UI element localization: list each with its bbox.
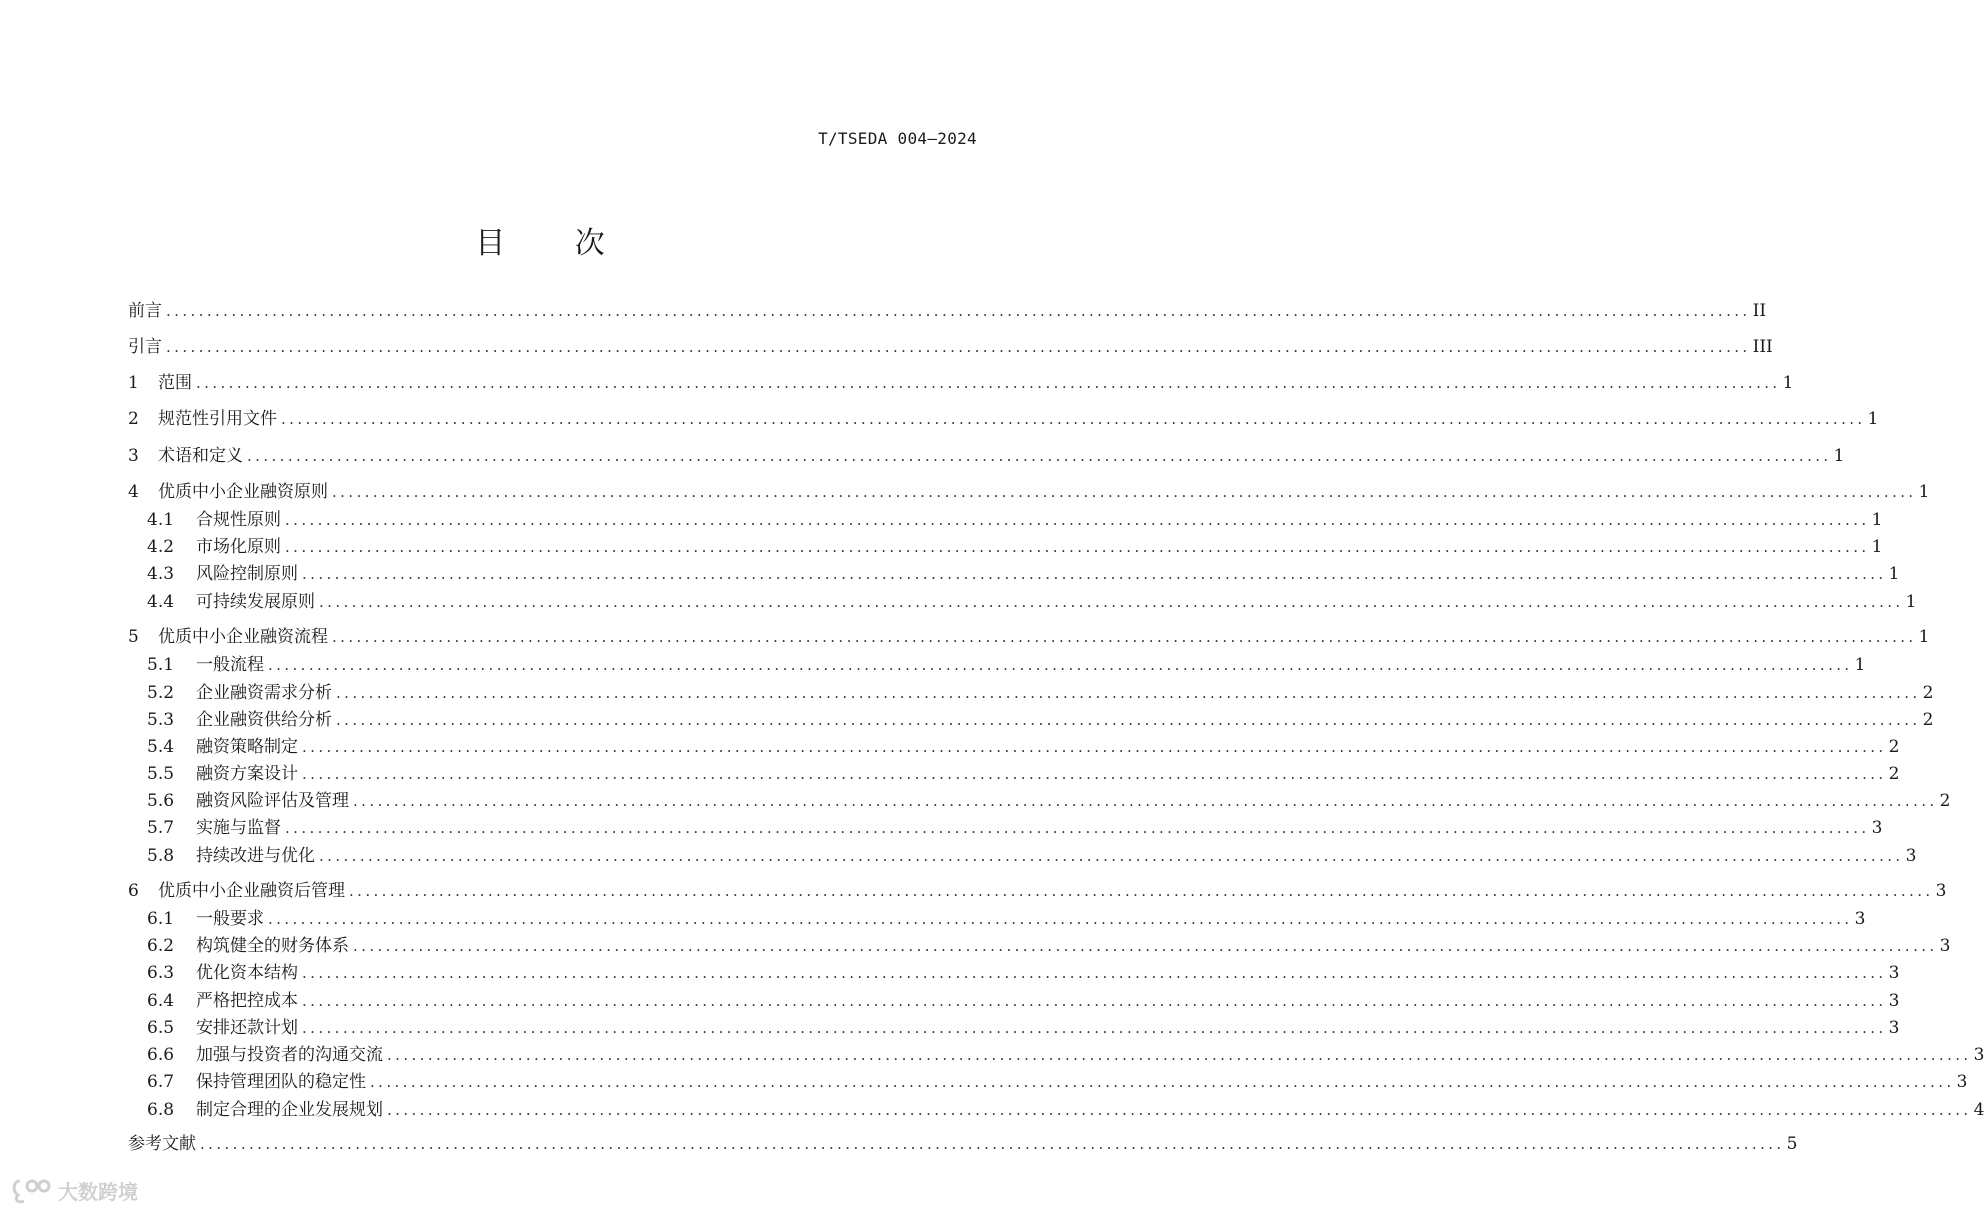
toc-entry-page: 1: [1871, 537, 1883, 557]
toc-dot-leader: ..................................................................................................................................................................................................: [268, 656, 1853, 674]
toc-entry-page: 1: [1918, 627, 1930, 647]
toc-dot-leader: ..................................................................................................................................................................................................: [336, 684, 1921, 702]
toc-entry[interactable]: [147, 1015, 1900, 1041]
toc-entry-label: 安排还款计划: [196, 1018, 298, 1038]
watermark-text: 大数跨境: [58, 1180, 138, 1204]
toc-dot-leader: ..................................................................................................................................................................................................: [285, 511, 1870, 529]
toc-entry[interactable]: [147, 933, 1951, 959]
toc-entry[interactable]: [147, 589, 1917, 615]
toc-entry[interactable]: [147, 534, 1883, 560]
toc-entry[interactable]: [128, 334, 1773, 360]
toc-entry-number: 5.7: [147, 818, 175, 838]
toc-entry[interactable]: [147, 1097, 1984, 1123]
toc-dot-leader: ..................................................................................................................................................................................................: [166, 338, 1751, 356]
toc-entry[interactable]: [128, 624, 1930, 650]
toc-entry-label: 融资方案设计: [196, 764, 298, 784]
toc-entry-page: 1: [1918, 482, 1930, 502]
toc-entry-label: 制定合理的企业发展规划: [196, 1100, 383, 1120]
toc-dot-leader: ..................................................................................................................................................................................................: [302, 1019, 1887, 1037]
document-code: T/TSEDA 004—2024: [818, 129, 977, 148]
toc-entry-label: 构筑健全的财务体系: [196, 936, 349, 956]
toc-entry-label: 优质中小企业融资原则: [158, 482, 328, 502]
toc-entry-number: 6.5: [147, 1018, 175, 1038]
toc-entry-number: 4.4: [147, 592, 175, 612]
toc-dot-leader: ..................................................................................................................................................................................................: [247, 447, 1832, 465]
toc-entry-number: 5.6: [147, 791, 175, 811]
toc-entry-page: 1: [1854, 655, 1866, 675]
toc-entry-label: 企业融资供给分析: [196, 710, 332, 730]
toc-entry[interactable]: [128, 878, 1947, 904]
toc-entry-number: 5.3: [147, 710, 175, 730]
toc-entry-label: 融资策略制定: [196, 737, 298, 757]
toc-dot-leader: ..................................................................................................................................................................................................: [302, 765, 1887, 783]
toc-entry-label: 保持管理团队的稳定性: [196, 1072, 366, 1092]
toc-entry[interactable]: [147, 707, 1934, 733]
toc-entry-number: 4.3: [147, 564, 175, 584]
toc-entry-number: 5.5: [147, 764, 175, 784]
toc-entry-number: 4: [128, 482, 139, 502]
toc-entry-number: 5.4: [147, 737, 175, 757]
toc-entry[interactable]: [147, 788, 1951, 814]
toc-entry-page: 2: [1922, 710, 1934, 730]
toc-entry-page: 1: [1905, 592, 1917, 612]
toc-dot-leader: ..................................................................................................................................................................................................: [387, 1101, 1972, 1119]
toc-dot-leader: ..................................................................................................................................................................................................: [302, 964, 1887, 982]
toc-entry-number: 3: [128, 446, 139, 466]
toc-entry-label: 前言: [128, 301, 162, 321]
toc-entry-page: 4: [1973, 1100, 1984, 1120]
toc-entry-page: 2: [1922, 683, 1934, 703]
toc-entry-number: 6.6: [147, 1045, 175, 1065]
toc-entry[interactable]: [147, 561, 1900, 587]
toc-dot-leader: ..................................................................................................................................................................................................: [319, 847, 1904, 865]
toc-entry-label: 严格把控成本: [196, 991, 298, 1011]
toc-dot-leader: ..................................................................................................................................................................................................: [200, 1135, 1785, 1153]
toc-entry-page: 1: [1871, 510, 1883, 530]
toc-entry-page: 3: [1956, 1072, 1968, 1092]
toc-dot-leader: ..................................................................................................................................................................................................: [387, 1046, 1972, 1064]
toc-entry[interactable]: [147, 906, 1866, 932]
toc-entry-page: 1: [1888, 564, 1900, 584]
toc-entry-label: 规范性引用文件: [158, 409, 277, 429]
toc-dot-leader: ..................................................................................................................................................................................................: [196, 374, 1781, 392]
toc-entry-page: II: [1752, 301, 1767, 321]
toc-entry-page: 2: [1939, 791, 1951, 811]
toc-entry[interactable]: [147, 761, 1900, 787]
toc-entry-number: 5.2: [147, 683, 175, 703]
toc-entry[interactable]: [147, 1069, 1968, 1095]
toc-dot-leader: ..................................................................................................................................................................................................: [353, 792, 1938, 810]
toc-dot-leader: ..................................................................................................................................................................................................: [332, 483, 1917, 501]
toc-entry-label: 持续改进与优化: [196, 846, 315, 866]
toc-dot-leader: ..................................................................................................................................................................................................: [166, 302, 1751, 320]
toc-entry-label: 一般流程: [196, 655, 264, 675]
toc-entry[interactable]: [128, 479, 1930, 505]
toc-entry-number: 6: [128, 881, 139, 901]
toc-dot-leader: ..................................................................................................................................................................................................: [349, 882, 1934, 900]
toc-entry[interactable]: [128, 298, 1767, 324]
toc-entry[interactable]: [147, 960, 1900, 986]
toc-entry-page: 3: [1871, 818, 1883, 838]
toc-entry-page: 1: [1867, 409, 1879, 429]
toc-entry-label: 术语和定义: [158, 446, 243, 466]
toc-entry-page: 3: [1939, 936, 1951, 956]
toc-entry-number: 1: [128, 373, 139, 393]
toc-entry-page: 3: [1888, 991, 1900, 1011]
toc-entry-label: 可持续发展原则: [196, 592, 315, 612]
toc-entry-label: 合规性原则: [196, 510, 281, 530]
toc-entry[interactable]: [147, 988, 1900, 1014]
toc-entry[interactable]: [128, 406, 1879, 432]
toc-entry[interactable]: [147, 1042, 1984, 1068]
toc-entry-number: 4.2: [147, 537, 175, 557]
toc-entry-number: 6.2: [147, 936, 175, 956]
toc-entry[interactable]: [147, 734, 1900, 760]
toc-entry-label: 参考文献: [128, 1134, 196, 1154]
toc-entry-number: 6.1: [147, 909, 175, 929]
toc-entry[interactable]: [147, 680, 1934, 706]
toc-entry-page: III: [1752, 337, 1773, 357]
toc-dot-leader: ..................................................................................................................................................................................................: [353, 937, 1938, 955]
toc-dot-leader: ..................................................................................................................................................................................................: [332, 628, 1917, 646]
toc-entry-label: 实施与监督: [196, 818, 281, 838]
toc-dot-leader: ..................................................................................................................................................................................................: [285, 538, 1870, 556]
toc-dot-leader: ..................................................................................................................................................................................................: [319, 593, 1904, 611]
toc-dot-leader: ..................................................................................................................................................................................................: [268, 910, 1853, 928]
watermark-logo-icon: [10, 1177, 52, 1205]
toc-dot-leader: ..................................................................................................................................................................................................: [302, 565, 1887, 583]
toc-entry[interactable]: [147, 507, 1883, 533]
toc-entry-page: 3: [1888, 1018, 1900, 1038]
toc-entry-number: 6.7: [147, 1072, 175, 1092]
toc-dot-leader: ..................................................................................................................................................................................................: [302, 738, 1887, 756]
toc-entry-label: 企业融资需求分析: [196, 683, 332, 703]
toc-entry[interactable]: [128, 443, 1845, 469]
toc-entry-label: 一般要求: [196, 909, 264, 929]
toc-entry-page: 1: [1782, 373, 1794, 393]
toc-entry-page: 3: [1905, 846, 1917, 866]
toc-entry-label: 加强与投资者的沟通交流: [196, 1045, 383, 1065]
toc-entry-number: 2: [128, 409, 139, 429]
toc-entry-label: 风险控制原则: [196, 564, 298, 584]
toc-entry[interactable]: [147, 652, 1866, 678]
toc-entry-label: 范围: [158, 373, 192, 393]
toc-entry-label: 优质中小企业融资后管理: [158, 881, 345, 901]
page-title: 目 次: [475, 226, 635, 261]
toc-entry[interactable]: [128, 1131, 1798, 1157]
toc-dot-leader: ..................................................................................................................................................................................................: [285, 819, 1870, 837]
toc-entry-number: 4.1: [147, 510, 175, 530]
toc-entry-page: 3: [1973, 1045, 1984, 1065]
toc-entry-number: 5.1: [147, 655, 175, 675]
toc-dot-leader: ..................................................................................................................................................................................................: [370, 1073, 1955, 1091]
toc-entry-number: 6.4: [147, 991, 175, 1011]
toc-entry-label: 融资风险评估及管理: [196, 791, 349, 811]
toc-entry-page: 3: [1888, 963, 1900, 983]
toc-entry-page: 3: [1935, 881, 1947, 901]
toc-entry-page: 2: [1888, 737, 1900, 757]
toc-entry[interactable]: [147, 843, 1917, 869]
toc-entry-page: 3: [1854, 909, 1866, 929]
toc-entry-page: 2: [1888, 764, 1900, 784]
toc-entry-page: 5: [1786, 1134, 1798, 1154]
watermark: [10, 1176, 138, 1205]
toc-dot-leader: ..................................................................................................................................................................................................: [302, 992, 1887, 1010]
toc-dot-leader: ..................................................................................................................................................................................................: [281, 410, 1866, 428]
toc-entry-number: 5.8: [147, 846, 175, 866]
toc-entry-label: 优化资本结构: [196, 963, 298, 983]
toc-entry-label: 优质中小企业融资流程: [158, 627, 328, 647]
toc-entry-number: 5: [128, 627, 139, 647]
toc-entry-number: 6.8: [147, 1100, 175, 1120]
toc-entry-label: 引言: [128, 337, 162, 357]
toc-entry[interactable]: [147, 815, 1883, 841]
toc-entry-number: 6.3: [147, 963, 175, 983]
toc-entry-page: 1: [1833, 446, 1845, 466]
toc-entry-label: 市场化原则: [196, 537, 281, 557]
toc-entry[interactable]: [128, 370, 1794, 396]
toc-dot-leader: ..................................................................................................................................................................................................: [336, 711, 1921, 729]
